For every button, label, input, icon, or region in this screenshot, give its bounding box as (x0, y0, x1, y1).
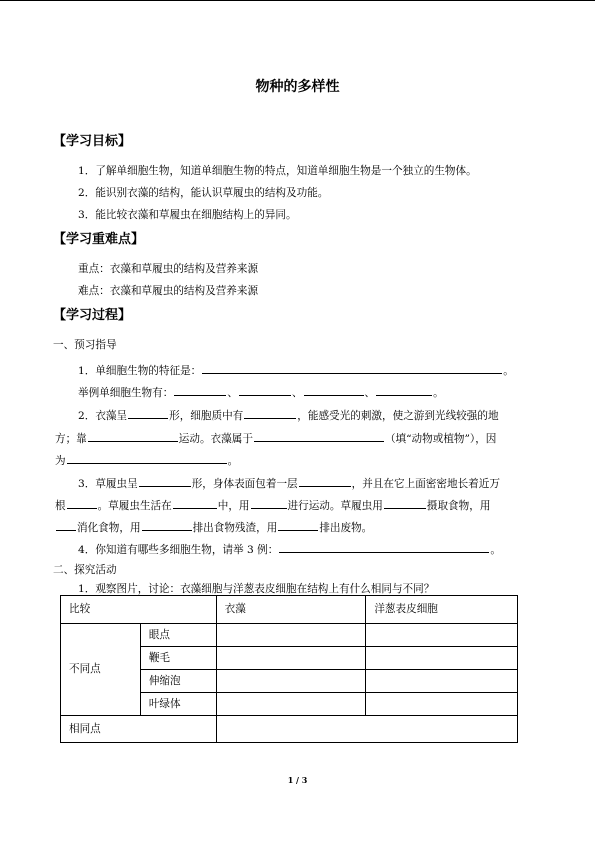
table-cell[interactable] (216, 670, 366, 693)
answer-blank[interactable] (173, 498, 217, 509)
answer-blank[interactable] (278, 520, 318, 531)
answer-blank[interactable] (67, 453, 227, 464)
answer-blank[interactable] (239, 385, 291, 396)
table-cell[interactable] (366, 693, 518, 716)
question-1-examples: 举例单细胞生物有： 、 、 、 。 (78, 387, 444, 399)
objective-3: 3．能比较衣藻和草履虫在细胞结构上的异同。 (78, 209, 297, 221)
answer-blank[interactable] (139, 476, 191, 487)
answer-blank[interactable] (244, 408, 296, 419)
question-3-line-1: 3．草履虫呈 形，身体表面包着一层 ，并且在它上面密密地长着近万 (78, 478, 500, 490)
table-header-row (61, 596, 518, 624)
page-top-rule (0, 0, 595, 1)
row-label: 叶绿体 (140, 693, 216, 716)
answer-blank[interactable] (88, 431, 178, 442)
answer-blank[interactable] (384, 498, 426, 509)
diff-label: 不同点 (61, 624, 141, 716)
row-label: 伸缩泡 (140, 670, 216, 693)
answer-blank[interactable] (202, 363, 502, 374)
answer-blank[interactable] (142, 520, 192, 531)
section-key-points: 【学习重难点】 (53, 232, 145, 247)
answer-blank[interactable] (174, 385, 226, 396)
page-number: 1 / 3 (287, 775, 308, 785)
explore-heading: 二、探究活动 (53, 564, 117, 576)
header-compare: 比较 (61, 596, 217, 624)
table-cell[interactable] (366, 647, 518, 670)
question-2-line-1: 2．衣藻呈 形，细胞质中有 ，能感受光的刺激，使之游到光线较强的地 (78, 410, 499, 422)
question-3-line-2: 根 。草履虫生活在 中，用 进行运动。草履虫用 摄取食物，用 (55, 500, 491, 512)
header-onion-cell: 洋葱表皮细胞 (366, 596, 518, 624)
section-process: 【学习过程】 (53, 308, 132, 323)
table-cell[interactable] (216, 693, 366, 716)
table-cell[interactable] (216, 716, 517, 743)
table-cell[interactable] (216, 624, 366, 647)
section-objectives: 【学习目标】 (53, 134, 132, 149)
answer-blank[interactable] (251, 498, 287, 509)
objective-2: 2．能识别衣藻的结构，能认识草履虫的结构及功能。 (78, 187, 329, 199)
answer-blank[interactable] (56, 520, 76, 531)
answer-blank[interactable] (128, 408, 168, 419)
header-chlamydomonas: 衣藻 (216, 596, 366, 624)
question-3-line-3: 消化食物，用 排出食物残渣，用 排出废物。 (55, 520, 372, 534)
question-2-line-3: 为 。 (55, 455, 239, 467)
table-row (61, 716, 518, 743)
key-point-difficulty: 难点：衣藻和草履虫的结构及营养来源 (78, 285, 259, 297)
preview-heading: 一、预习指导 (53, 339, 117, 351)
explore-question-1: 1．观察图片，讨论：衣藻细胞与洋葱表皮细胞在结构上有什么相同与不同？ (78, 583, 435, 595)
answer-blank[interactable] (304, 385, 364, 396)
question-1-features: 1．单细胞生物的特征是： 。 (78, 365, 514, 377)
row-label: 鞭毛 (140, 647, 216, 670)
table-cell[interactable] (216, 647, 366, 670)
comparison-table (60, 595, 518, 743)
answer-blank[interactable] (254, 431, 384, 442)
table-row (61, 624, 518, 647)
question-2-line-2: 方；靠 运动。衣藻属于 （填“动物或植物”），因 (55, 433, 497, 445)
row-label: 眼点 (140, 624, 216, 647)
table-cell[interactable] (366, 624, 518, 647)
question-4: 4．你知道有哪些多细胞生物，请举 3 例： 。 (78, 544, 501, 556)
key-point-focus: 重点：衣藻和草履虫的结构及营养来源 (78, 263, 259, 275)
answer-blank[interactable] (67, 498, 97, 509)
answer-blank[interactable] (376, 385, 432, 396)
answer-blank[interactable] (299, 476, 351, 487)
table-cell[interactable] (366, 670, 518, 693)
same-label: 相同点 (61, 716, 217, 743)
objective-1: 1．了解单细胞生物，知道单细胞生物的特点，知道单细胞生物是一个独立的生物体。 (78, 165, 477, 177)
answer-blank[interactable] (279, 542, 489, 553)
page-title: 物种的多样性 (255, 79, 340, 95)
